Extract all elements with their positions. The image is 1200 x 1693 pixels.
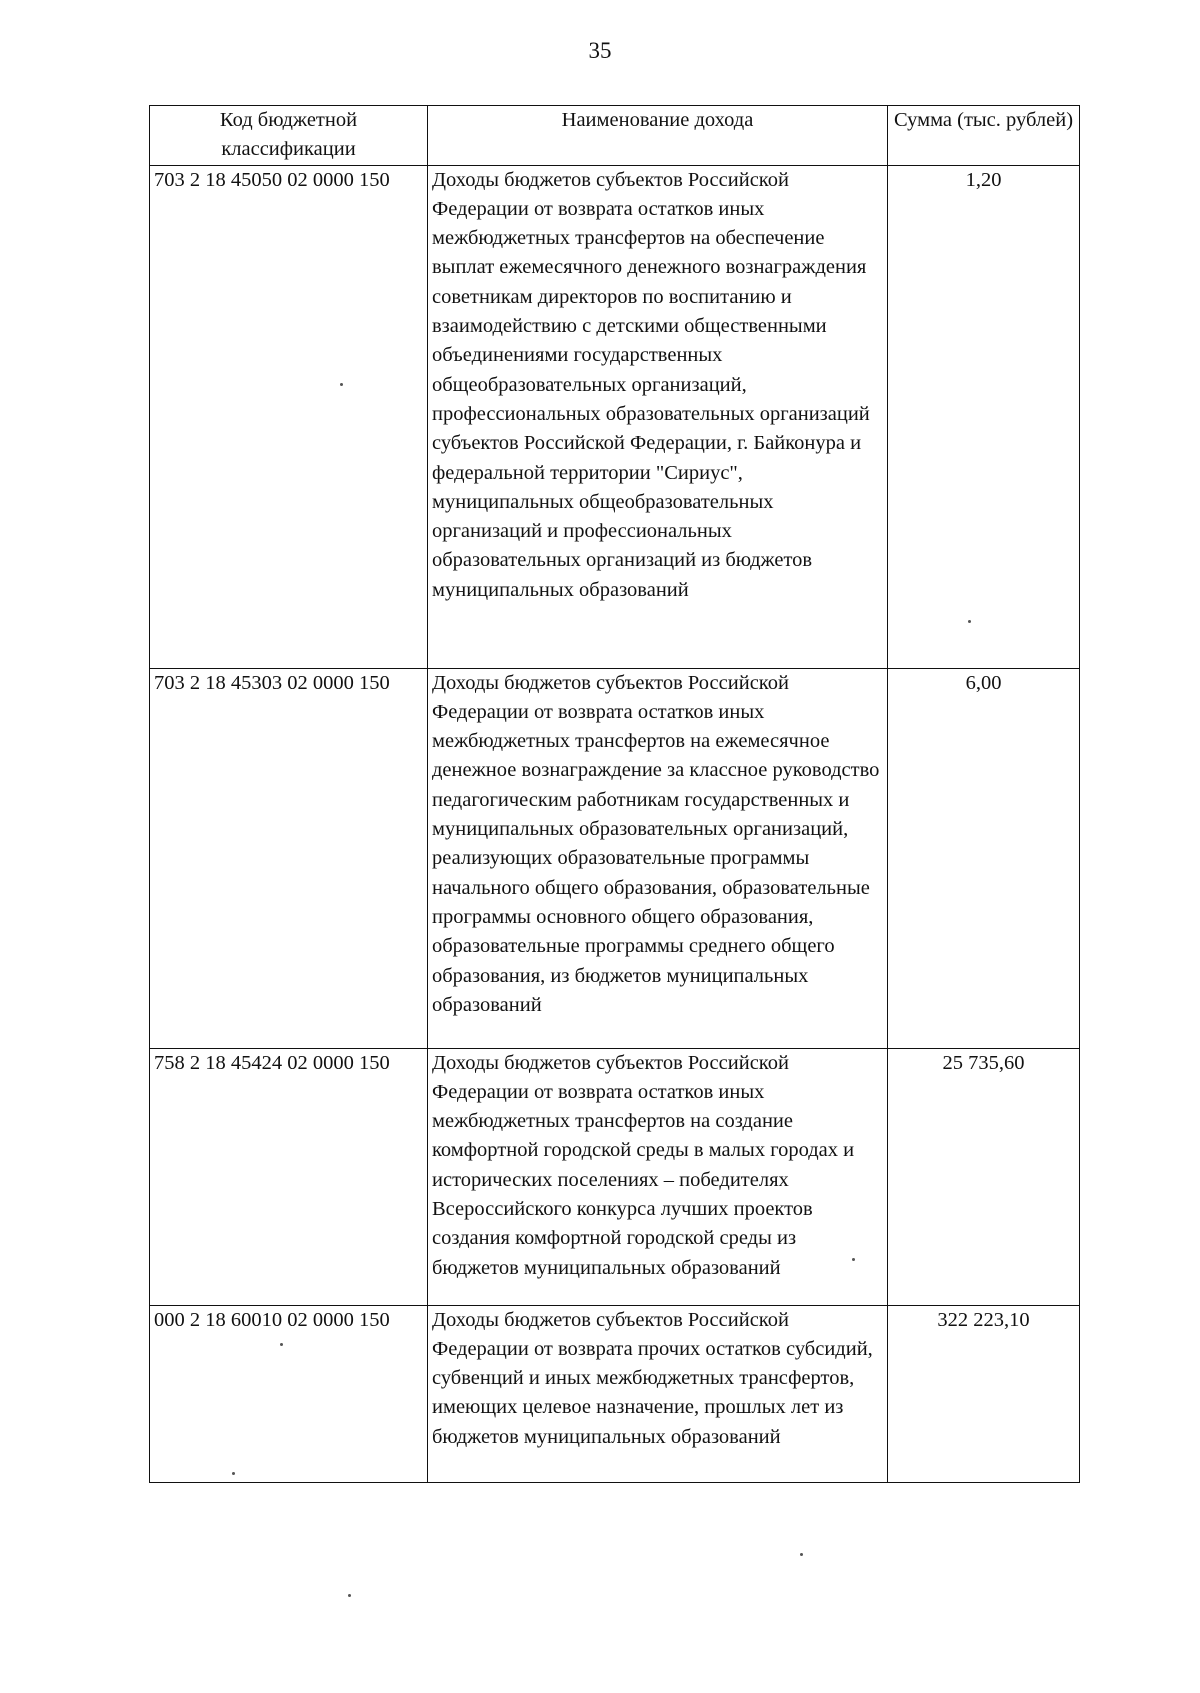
row-sum: 6,00 [888,668,1080,1048]
scan-speck [340,383,343,386]
scan-speck [852,1258,855,1261]
row-name: Доходы бюджетов субъектов Российской Федерации от возврата остатков иных межбюджетных трансфертов на ежемесячное денежное вознаграждение за классное руководство педагогическим работникам государственных и муниципальных образовательных организаций, реализующих образовательные программы начального общего образования, образовательные программы основного общего образования, образовательные программы среднего общего образования, из бюджетов муниципальных образований [428,668,888,1048]
header-name: Наименование дохода [428,106,888,166]
header-code: Код бюджетной классификации [150,106,428,166]
header-sum: Сумма (тыс. рублей) [888,106,1080,166]
scan-speck [348,1594,351,1597]
revenue-table [149,105,1080,1483]
row-sum: 322 223,10 [888,1305,1080,1482]
row-name: Доходы бюджетов субъектов Российской Федерации от возврата остатков иных межбюджетных трансфертов на создание комфортной городской среды в малых городах и исторических поселениях – победителях Всероссийского конкурса лучших проектов создания комфортной городской среды из бюджетов муниципальных образований [428,1048,888,1305]
row-sum: 1,20 [888,165,1080,668]
table-header-row [150,106,1080,166]
scan-speck [232,1472,235,1475]
row-name: Доходы бюджетов субъектов Российской Федерации от возврата остатков иных межбюджетных трансфертов на обеспечение выплат ежемесячного денежного вознаграждения советникам директоров по воспитанию и взаимодействию с детскими общественными объединениями государственных общеобразовательных организаций, профессиональных образовательных организаций субъектов Российской Федерации, г. Байконура и федеральной территории "Сириус", муниципальных общеобразовательных организаций и профессиональных образовательных организаций из бюджетов муниципальных образований [428,165,888,668]
scan-speck [968,620,971,623]
row-code: 703 2 18 45050 02 0000 150 [150,165,428,668]
row-code: 703 2 18 45303 02 0000 150 [150,668,428,1048]
scan-speck [800,1553,803,1556]
row-name: Доходы бюджетов субъектов Российской Федерации от возврата прочих остатков субсидий, субвенций и иных межбюджетных трансфертов, имеющих целевое назначение, прошлых лет из бюджетов муниципальных образований [428,1305,888,1482]
table-row [150,1048,1080,1305]
row-sum: 25 735,60 [888,1048,1080,1305]
table-row [150,1305,1080,1482]
row-code: 758 2 18 45424 02 0000 150 [150,1048,428,1305]
table-row [150,668,1080,1048]
table-row [150,165,1080,668]
row-code: 000 2 18 60010 02 0000 150 [150,1305,428,1482]
page-number: 35 [588,38,612,63]
scan-speck [280,1343,283,1346]
